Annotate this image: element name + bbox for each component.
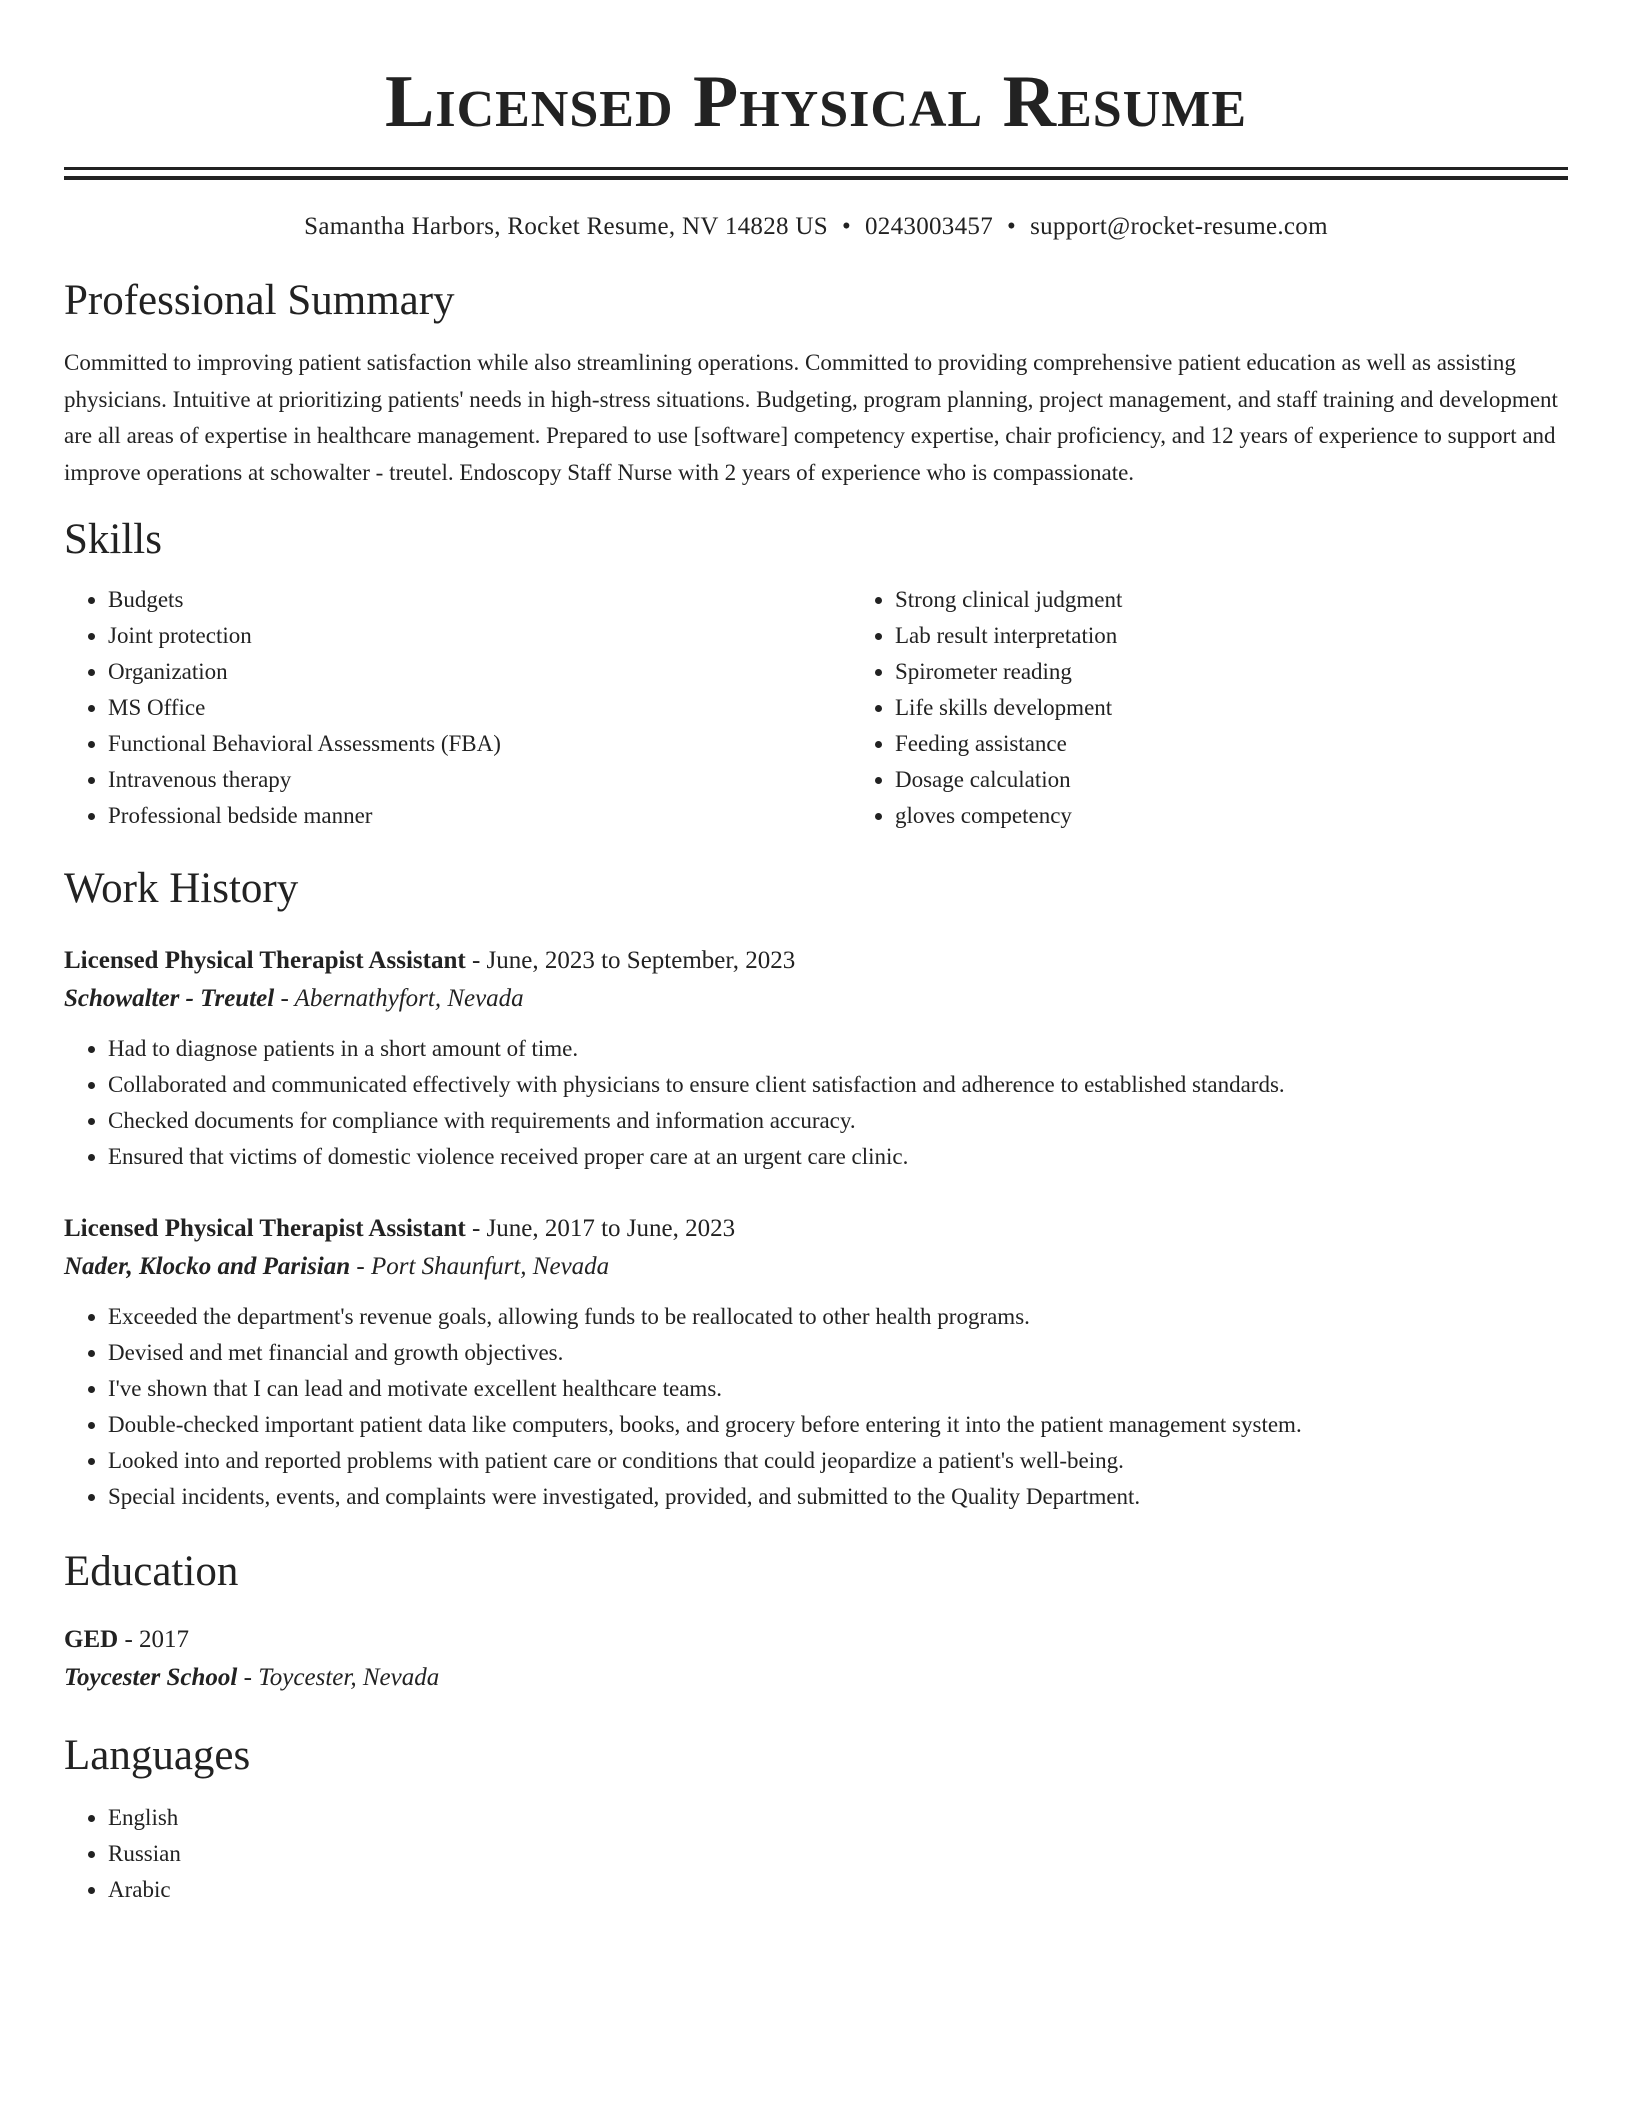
job-entry bbox=[64, 1211, 1568, 1515]
job-duty: • Double-checked important patient data like computers, books, and grocery before entering it into the patient management system. bbox=[108, 1407, 1568, 1443]
skill-item: • Strong clinical judgment bbox=[895, 582, 1632, 618]
skill-item: • Intravenous therapy bbox=[108, 762, 851, 798]
contact-address: Samantha Harbors, Rocket Resume, NV 14828 US bbox=[304, 213, 828, 240]
title-divider-thin bbox=[64, 176, 1568, 180]
languages-heading: Languages bbox=[64, 1732, 251, 1779]
job-duty: • I've shown that I can lead and motivate excellent healthcare teams. bbox=[108, 1371, 1568, 1407]
job-duty: • Special incidents, events, and complaints were investigated, provided, and submitted to the Quality Department. bbox=[108, 1479, 1568, 1515]
job-duty: • Exceeded the department's revenue goals, allowing funds to be reallocated to other health programs. bbox=[108, 1299, 1568, 1335]
job-employer bbox=[64, 1247, 1568, 1287]
skills-list-left bbox=[64, 582, 851, 834]
skill-item: • Feeding assistance bbox=[895, 726, 1632, 762]
skill-item: • Functional Behavioral Assessments (FBA) bbox=[108, 726, 851, 762]
education-degree-line bbox=[64, 1622, 1568, 1658]
education-year: - 2017 bbox=[118, 1626, 190, 1653]
job-duty: • Looked into and reported problems with patient care or conditions that could jeopardize a patient's well-being. bbox=[108, 1443, 1568, 1479]
job-dates: - June, 2017 to June, 2023 bbox=[465, 1215, 736, 1242]
job-location: - Abernathyfort, Nevada bbox=[274, 985, 524, 1012]
job-entry bbox=[64, 943, 1568, 1175]
skills-list-right bbox=[851, 582, 1632, 834]
language-item: • Arabic bbox=[108, 1872, 1568, 1908]
contact-phone: 0243003457 bbox=[865, 213, 993, 240]
job-duty: • Collaborated and communicated effectively with physicians to ensure client satisfaction and adherence to established standards. bbox=[108, 1067, 1568, 1103]
skill-item: • Organization bbox=[108, 654, 851, 690]
skill-item: • Budgets bbox=[108, 582, 851, 618]
skills-heading: Skills bbox=[64, 516, 162, 563]
contact-separator: • bbox=[1007, 213, 1017, 240]
education-school-line bbox=[64, 1658, 1568, 1698]
job-duty: • Ensured that victims of domestic violence received proper care at an urgent care clinic. bbox=[108, 1139, 1568, 1175]
summary-heading: Professional Summary bbox=[64, 277, 455, 324]
education-heading: Education bbox=[64, 1548, 239, 1595]
education-degree: GED bbox=[64, 1626, 119, 1653]
skill-item: • Spirometer reading bbox=[895, 654, 1632, 690]
job-duties-list bbox=[64, 1299, 1568, 1515]
education-school: Toycester School bbox=[64, 1664, 238, 1691]
summary-text: Committed to improving patient satisfaction while also streamlining operations. Committed to providing comprehensive patient education as well as assisting physicians. Intuitive at prioritizing patients' needs in high-stress situations. Budgeting, program planning, project management, and staff training and development are all areas of expertise in healthcare management. Prepared to use [software] competency expertise, chair proficiency, and 12 years of experience to support and improve operations at schowalter - treutel. Endoscopy Staff Nurse with 2 years of experience who is compassionate. bbox=[64, 350, 1558, 485]
contact-line bbox=[64, 210, 1568, 244]
title-divider-thick bbox=[64, 167, 1568, 170]
job-duty: • Devised and met financial and growth objectives. bbox=[108, 1335, 1568, 1371]
language-item: • English bbox=[108, 1800, 1568, 1836]
skill-item: • gloves competency bbox=[895, 798, 1632, 834]
job-header bbox=[64, 1211, 1568, 1247]
skill-item: • Joint protection bbox=[108, 618, 851, 654]
contact-email: support@rocket-resume.com bbox=[1030, 213, 1328, 240]
education-location: - Toycester, Nevada bbox=[237, 1664, 440, 1691]
job-company: Nader, Klocko and Parisian bbox=[64, 1253, 351, 1280]
education-entry bbox=[64, 1622, 1568, 1698]
skill-item: • Life skills development bbox=[895, 690, 1632, 726]
languages-list bbox=[64, 1800, 1568, 1908]
skills-columns bbox=[64, 582, 1568, 834]
job-location: - Port Shaunfurt, Nevada bbox=[350, 1253, 610, 1280]
job-duties-list bbox=[64, 1031, 1568, 1175]
contact-separator: • bbox=[841, 213, 851, 240]
skill-item: • MS Office bbox=[108, 690, 851, 726]
work-history-heading: Work History bbox=[64, 865, 299, 912]
skill-item: • Dosage calculation bbox=[895, 762, 1632, 798]
skill-item: • Lab result interpretation bbox=[895, 618, 1632, 654]
job-employer bbox=[64, 979, 1568, 1019]
job-duty: • Had to diagnose patients in a short amount of time. bbox=[108, 1031, 1568, 1067]
job-title: Licensed Physical Therapist Assistant bbox=[64, 947, 466, 974]
job-dates: - June, 2023 to September, 2023 bbox=[465, 947, 796, 974]
resume-title: Licensed Physical Resume bbox=[384, 61, 1248, 143]
job-title: Licensed Physical Therapist Assistant bbox=[64, 1215, 466, 1242]
job-duty: • Checked documents for compliance with requirements and information accuracy. bbox=[108, 1103, 1568, 1139]
job-header bbox=[64, 943, 1568, 979]
skill-item: • Professional bedside manner bbox=[108, 798, 851, 834]
job-company: Schowalter - Treutel bbox=[64, 985, 275, 1012]
language-item: • Russian bbox=[108, 1836, 1568, 1872]
